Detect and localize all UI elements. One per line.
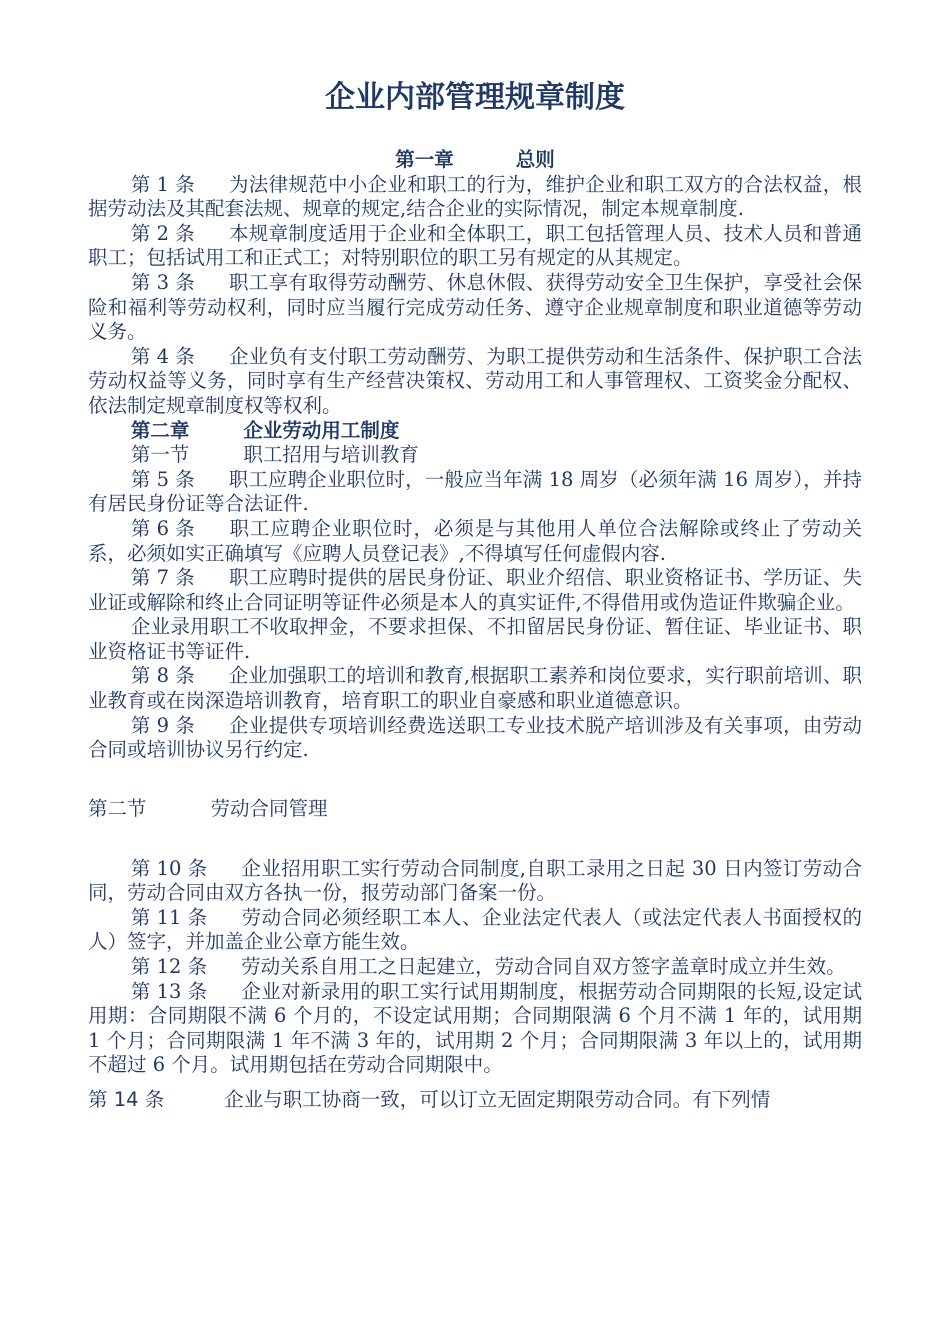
- article-text: 职工应聘时提供的居民身份证、职业介绍信、职业资格证书、学历证、失业证或解除和终止合同证明等证件必须是本人的真实证件,不得借用或伪造证件欺骗企业。: [88, 566, 862, 614]
- article-number: 第 12 条: [130, 955, 208, 978]
- article-number: 第 7 条: [130, 566, 195, 590]
- article-3: [88, 271, 862, 345]
- article-number: 第 11 条: [130, 905, 208, 929]
- article-4: [88, 345, 862, 419]
- section-1-heading: [88, 443, 862, 468]
- article-6: [88, 517, 862, 566]
- article-number: 第 14 条: [88, 1087, 165, 1111]
- chapter-1-heading: [88, 148, 862, 173]
- article-10: [88, 857, 862, 906]
- article-text: 企业加强职工的培训和教育,根据职工素养和岗位要求，实行职前培训、职业教育或在岗深造培训教育，培育职工的职业自豪感和职业道德意识。: [88, 664, 862, 713]
- article-text: 企业与职工协商一致，可以订立无固定期限劳动合同。有下列情: [224, 1087, 771, 1111]
- article-7-paragraph: [88, 615, 862, 664]
- article-1: [88, 173, 862, 222]
- article-text: 企业对新录用的职工实行试用期制度，根据劳动合同期限的长短,设定试用期：合同期限不满 6 个月的，不设定试用期；合同期限满 6 个月不满 1 年的，试用期 1 个月；合同期限满 1 年不满 3 年的，试用期 2 个月；合同期限满 3 年以上的，试用期不超过 6 个月。试用期包括在劳动合同期限中。: [88, 979, 862, 1077]
- article-number: 第 10 条: [130, 856, 208, 880]
- article-text: 职工应聘企业职位时，必须是与其他用人单位合法解除或终止了劳动关系，必须如实正确填写《应聘人员登记表》,不得填写任何虚假内容.: [88, 516, 862, 565]
- article-14: [88, 1088, 862, 1113]
- article-5: [88, 468, 862, 517]
- article-2: [88, 222, 862, 271]
- section-2-heading: [88, 797, 862, 822]
- article-number: 第 13 条: [130, 979, 208, 1003]
- article-7: [88, 566, 862, 615]
- section-2-name: 劳动合同管理: [210, 797, 328, 821]
- article-9: [88, 714, 862, 763]
- chapter-2-label: 第二章: [130, 418, 190, 442]
- article-number: 第 6 条: [130, 516, 195, 540]
- article-number: 第 2 条: [130, 221, 195, 245]
- article-number: 第 1 条: [130, 172, 195, 196]
- article-number: 第 9 条: [130, 713, 195, 737]
- section-2-label: 第二节: [88, 797, 147, 821]
- article-text: 职工应聘企业职位时，一般应当年满 18 周岁（必须年满 16 周岁），并持有居民身份证等合法证件.: [88, 467, 862, 516]
- chapter-1-label: 第一章: [395, 148, 454, 171]
- article-text: 企业提供专项培训经费选送职工专业技术脱产培训涉及有关事项，由劳动合同或培训协议另行约定.: [88, 713, 862, 762]
- article-12: [88, 955, 862, 980]
- article-number: 第 3 条: [130, 270, 195, 294]
- chapter-2-heading: [88, 419, 862, 444]
- article-text: 本规章制度适用于企业和全体职工，职工包括管理人员、技术人员和普通职工；包括试用工和正式工；对特别职位的职工另有规定的从其规定。: [88, 221, 862, 270]
- article-text: 劳动合同必须经职工本人、企业法定代表人（或法定代表人书面授权的人）签字，并加盖企业公章方能生效。: [88, 905, 862, 954]
- article-text: 职工享有取得劳动酬劳、休息休假、获得劳动安全卫生保护，享受社会保险和福利等劳动权利，同时应当履行完成劳动任务、遵守企业规章制度和职业道德等劳动义务。: [88, 270, 862, 344]
- article-text: 为法律规范中小企业和职工的行为，维护企业和职工双方的合法权益，根据劳动法及其配套法规、规章的规定,结合企业的实际情况，制定本规章制度.: [88, 172, 862, 221]
- section-1-label: 第一节: [130, 443, 190, 467]
- article-13: [88, 980, 862, 1078]
- article-number: 第 4 条: [130, 344, 195, 368]
- article-number: 第 5 条: [130, 467, 195, 491]
- article-text: 企业录用职工不收取押金，不要求担保、不扣留居民身份证、暂住证、毕业证书、职业资格证书等证件.: [88, 615, 862, 663]
- chapter-1-name: 总则: [515, 148, 555, 171]
- article-text: 劳动关系自用工之日起建立，劳动合同自双方签字盖章时成立并生效。: [241, 955, 846, 978]
- document-title: 企业内部管理规章制度: [325, 80, 625, 115]
- article-8: [88, 664, 862, 713]
- article-text: 企业负有支付职工劳动酬劳、为职工提供劳动和生活条件、保护职工合法劳动权益等义务，同时享有生产经营决策权、劳动用工和人事管理权、工资奖金分配权、依法制定规章制度权等权利。: [88, 344, 862, 417]
- section-1-name: 职工招用与培训教育: [243, 443, 419, 467]
- article-11: [88, 906, 862, 955]
- article-number: 第 8 条: [130, 664, 195, 688]
- chapter-2-name: 企业劳动用工制度: [243, 418, 400, 442]
- article-text: 企业招用职工实行劳动合同制度,自职工录用之日起 30 日内签订劳动合同，劳动合同由双方各执一份，报劳动部门备案一份。: [88, 856, 862, 905]
